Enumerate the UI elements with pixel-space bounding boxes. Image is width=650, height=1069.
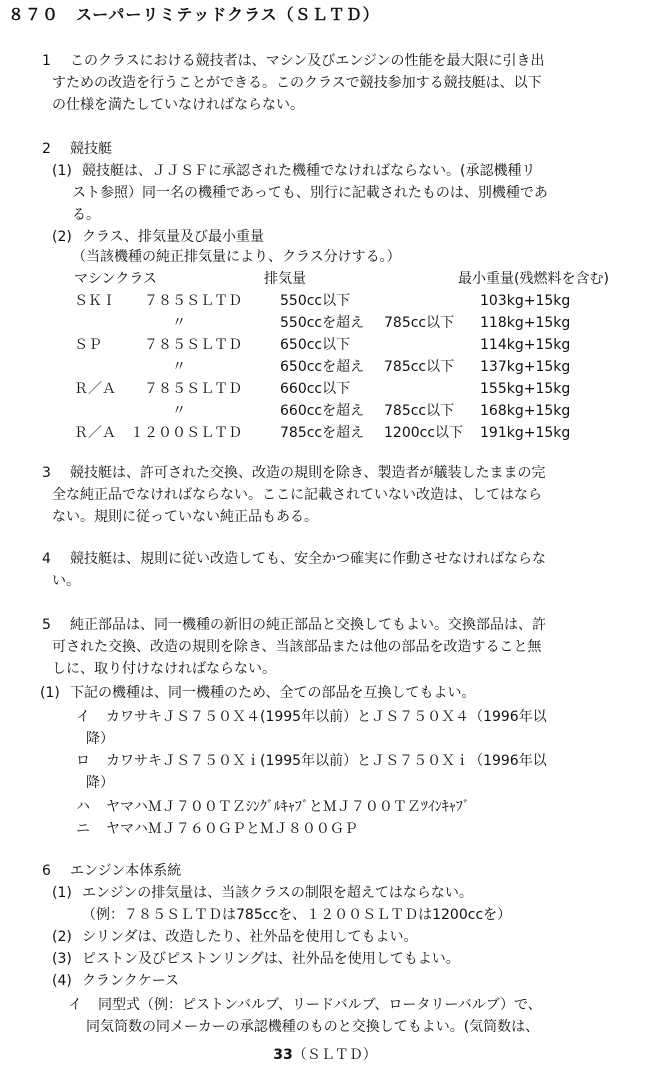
section-6-sublist-line-1: 同型式（例：ピストンバルブ、リードバルブ、ロータリーバルブ）で、	[98, 997, 542, 1013]
page-number: 33	[273, 1047, 293, 1063]
section-2-item-1-line-1: 競技艇は、ＪＪＳＦに承認された機種でなければならない。(承認機種リ	[82, 163, 536, 179]
section-6-number: 6	[42, 863, 51, 879]
section-6-item-text: ピストン及びピストンリングは、社外品を使用してもよい。	[82, 951, 460, 967]
row-min-weight: 191kg+15kg	[480, 425, 571, 441]
section-3-number: 3	[42, 465, 51, 481]
table-row	[74, 400, 634, 422]
page-footer	[0, 1044, 650, 1066]
section-2-item-1-line-2: スト参照）同一名の機種であっても、別行に記載されたものは、別機種であ	[72, 185, 548, 201]
header-displacement: 排気量	[264, 271, 306, 287]
section-4-number: 4	[42, 551, 51, 567]
row-min-weight: 137kg+15kg	[480, 359, 571, 375]
section-5-item-1-number: (1)	[40, 685, 60, 701]
section-6-item-text: クランクケース	[82, 973, 180, 989]
row-displacement-upper: 785cc以下	[384, 359, 455, 375]
section-4-line-1: 競技艇は、規則に従い改造しても、安全かつ確実に作動させなければならな	[70, 551, 546, 567]
row-displacement: 660cc以下	[280, 381, 351, 397]
list-mark: ハ	[76, 799, 90, 815]
row-displacement-upper: 785cc以下	[384, 403, 455, 419]
table-row	[74, 356, 634, 378]
row-displacement: 650ccを超え	[280, 359, 365, 375]
section-6-item-example: （例：７８５ＳＬＴＤは785ccを、１２００ＳＬＴＤは1200ccを）	[82, 907, 512, 923]
header-min-weight: 最小重量(残燃料を含む)	[458, 271, 609, 287]
row-displacement-upper: 785cc以下	[384, 315, 455, 331]
section-5-item-1-text: 下記の機種は、同一機種のため、全ての部品を互換してもよい。	[70, 685, 476, 701]
section-2-number: 2	[42, 141, 51, 157]
row-min-weight: 114kg+15kg	[480, 337, 571, 353]
section-2-heading: 競技艇	[70, 141, 112, 157]
section-1-line-1: このクラスにおける競技者は、マシン及びエンジンの性能を最大限に引き出	[70, 53, 545, 69]
table-row	[74, 422, 634, 444]
section-2-item-2-number: (2)	[52, 229, 72, 245]
list-mark: イ	[76, 709, 90, 725]
row-class: Ｒ／Ａ ７８５ＳＬＴＤ	[74, 381, 242, 397]
section-6-item-number: (1)	[52, 885, 72, 901]
section-6-item-number: (2)	[52, 929, 72, 945]
row-min-weight: 168kg+15kg	[480, 403, 571, 419]
list-item-line-1: ヤマハＭＪ７６０ＧＰとＭＪ８００ＧＰ	[106, 821, 358, 837]
section-5-line-3: しに、取り付けなければならない。	[52, 661, 276, 677]
row-displacement: 550cc以下	[280, 293, 351, 309]
list-item-line-1: カワサキＪＳ７５０Ｘｉ(1995年以前）とＪＳ７５０Ｘｉ（1996年以	[106, 753, 547, 769]
section-6-item-text: シリンダは、改造したり、社外品を使用してもよい。	[82, 929, 418, 945]
section-4-line-2: い。	[52, 573, 80, 589]
row-min-weight: 103kg+15kg	[480, 293, 571, 309]
section-2-item-2-note: （当該機種の純正排気量により、クラス分けする。）	[72, 249, 401, 265]
row-class-ditto: 〃	[172, 403, 186, 419]
section-5-line-2: 可された交換、改造の規則を除き、当該部品または他の部品を改造すること無	[52, 639, 542, 655]
row-min-weight: 118kg+15kg	[480, 315, 571, 331]
section-3-line-1: 競技艇は、許可された交換、改造の規則を除き、製造者が艤装したままの完	[70, 465, 546, 481]
list-item-line-1: カワサキＪＳ７５０Ｘ４(1995年以前）とＪＳ７５０Ｘ４（1996年以	[106, 709, 547, 725]
section-5-line-1: 純正部品は、同一機種の新旧の純正部品と交換してもよい。交換部品は、許	[70, 617, 546, 633]
list-item-line-1: ヤマハＭＪ７００ＴＺｼﾝｸﾞﾙｷｬﾌﾞとＭＪ７００ＴＺﾂｲﾝｷｬﾌﾞ	[106, 799, 470, 815]
row-displacement: 785ccを超え	[280, 425, 365, 441]
section-2-item-1-number: (1)	[52, 163, 72, 179]
row-displacement: 660ccを超え	[280, 403, 365, 419]
section-3-line-2: 全な純正品でなければならない。ここに記載されていない改造は、してはなら	[52, 487, 542, 503]
section-2-item-1-line-3: る。	[72, 207, 100, 223]
section-1-line-3: の仕様を満たしていなければならない。	[52, 97, 304, 113]
section-5-number: 5	[42, 617, 51, 633]
list-mark: ロ	[76, 753, 90, 769]
section-6-item-number: (3)	[52, 951, 72, 967]
section-3-line-3: ない。規則に従っていない純正品もある。	[52, 509, 318, 525]
row-class: Ｒ／Ａ １２００ＳＬＴＤ	[74, 425, 242, 441]
list-item-line-2: 降）	[86, 731, 114, 747]
section-1-line-2: すための改造を行うことができる。このクラスで競技参加する競技艇は、以下	[52, 75, 542, 91]
section-6-heading: エンジン本体系統	[70, 863, 182, 879]
row-displacement-upper: 1200cc以下	[384, 425, 464, 441]
page-title: ８７０ スーパーリミテッドクラス（ＳＬＴＤ）	[8, 5, 380, 24]
table-header-row	[74, 268, 634, 290]
row-min-weight: 155kg+15kg	[480, 381, 571, 397]
list-item-line-2: 降）	[86, 775, 114, 791]
table-row	[74, 378, 634, 400]
row-displacement: 650cc以下	[280, 337, 351, 353]
header-machine-class: マシンクラス	[74, 271, 157, 287]
section-2-item-2-heading: クラス、排気量及び最小重量	[82, 229, 264, 245]
row-class: ＳＫＩ ７８５ＳＬＴＤ	[74, 293, 242, 309]
table-row	[74, 312, 634, 334]
section-6-sublist-mark: イ	[68, 997, 82, 1013]
section-6-item-number: (4)	[52, 973, 72, 989]
row-class: ＳＰ ７８５ＳＬＴＤ	[74, 337, 242, 353]
section-6-sublist-line-2: 同気筒数の同メーカーの承認機種のものと交換してもよい。(気筒数は、	[86, 1019, 540, 1035]
row-class-ditto: 〃	[172, 315, 186, 331]
section-6-item-text: エンジンの排気量は、当該クラスの制限を超えてはならない。	[82, 885, 473, 901]
row-class-ditto: 〃	[172, 359, 186, 375]
row-displacement: 550ccを超え	[280, 315, 365, 331]
list-mark: ニ	[76, 821, 90, 837]
table-row	[74, 290, 634, 312]
section-1-number: 1	[42, 53, 51, 69]
table-row	[74, 334, 634, 356]
footer-section-label: （ＳＬＴＤ）	[292, 1047, 377, 1063]
